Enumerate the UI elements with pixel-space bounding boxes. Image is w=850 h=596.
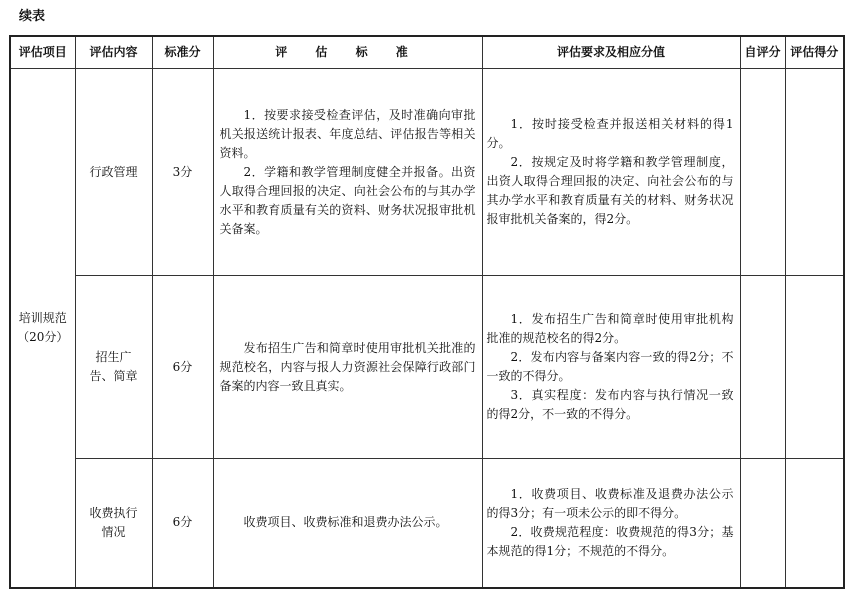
project-points: （20分）	[17, 329, 69, 344]
evaluation-table	[9, 35, 845, 589]
eval-score-cell[interactable]	[785, 459, 844, 588]
requirement-item: 2．按规定及时将学籍和教学管理制度，出资人取得合理回报的决定、向社会公布的与其办学水平和教育质量有关的材料、财务状况报审批机关备案的，得2分。	[486, 155, 734, 226]
score-cell: 6分	[152, 276, 213, 459]
requirement-item: 1．发布招生广告和简章时使用审批机构批准的规范校名的得2分。	[486, 312, 734, 345]
table-row	[10, 276, 844, 459]
requirement-item: 1．按时接受检查并报送相关材料的得1分。	[486, 117, 734, 150]
header-row	[10, 36, 844, 69]
header-project: 评估项目	[10, 36, 75, 69]
content-cell	[75, 276, 152, 459]
requirement-item: 2．收费规范程度：收费规范的得3分；基本规范的得1分；不规范的不得分。	[486, 524, 734, 558]
header-self-score: 自评分	[740, 36, 785, 69]
content-text: 收费执行情况	[89, 505, 138, 539]
header-content: 评估内容	[75, 36, 152, 69]
table-row	[10, 69, 844, 276]
requirement-item: 3．真实程度：发布内容与执行情况一致的得2分，不一致的不得分。	[486, 388, 734, 421]
requirement-cell	[482, 69, 740, 276]
requirement-cell	[482, 459, 740, 588]
standard-cell	[213, 459, 482, 588]
requirement-item: 2．发布内容与备案内容一致的得2分；不一致的不得分。	[486, 350, 734, 383]
standard-item: 发布招生广告和简章时使用审批机关批准的规范校名，内容与报人力资源社会保障行政部门备案的内容一致且真实。	[219, 340, 476, 393]
standard-cell	[213, 276, 482, 459]
header-requirement: 评估要求及相应分值	[482, 36, 740, 69]
project-cell	[10, 69, 75, 588]
table-row	[10, 459, 844, 588]
self-score-cell[interactable]	[740, 69, 785, 276]
standard-item: 收费项目、收费标准和退费办法公示。	[243, 515, 448, 530]
eval-score-cell[interactable]	[785, 69, 844, 276]
project-name: 培训规范	[18, 310, 67, 325]
eval-score-cell[interactable]	[785, 276, 844, 459]
self-score-cell[interactable]	[740, 459, 785, 588]
header-eval-score: 评估得分	[785, 36, 844, 69]
score-cell: 6分	[152, 459, 213, 588]
score-cell: 3分	[152, 69, 213, 276]
table-caption: 续表	[19, 9, 46, 24]
requirement-cell	[482, 276, 740, 459]
standard-item: 1．按要求接受检查评估，及时准确向审批机关报送统计报表、年度总结、评估报告等相关资料。	[219, 107, 476, 160]
self-score-cell[interactable]	[740, 276, 785, 459]
standard-cell	[213, 69, 482, 276]
standard-item: 2．学籍和教学管理制度健全并报备。出资人取得合理回报的决定、向社会公布的与其办学水平和教育质量有关的资料、财务状况报审批机关备案。	[219, 164, 476, 236]
content-cell: 行政管理	[75, 69, 152, 276]
content-cell	[75, 459, 152, 588]
header-score: 标准分	[152, 36, 213, 69]
header-standard: 评 估 标 准	[213, 36, 482, 69]
requirement-item: 1．收费项目、收费标准及退费办法公示的得3分；有一项未公示的即不得分。	[486, 486, 734, 520]
content-text: 招生广告、简章	[89, 350, 138, 383]
